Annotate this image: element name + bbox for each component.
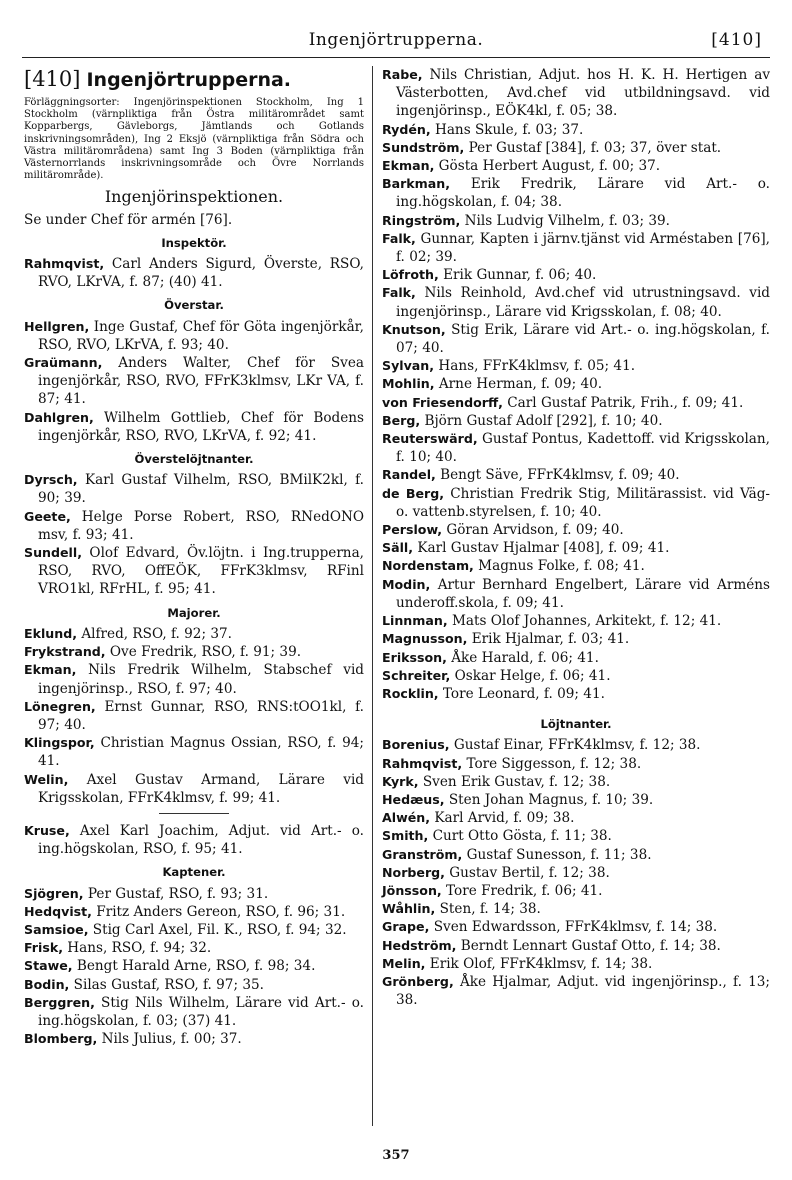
list-lojtnanter [382, 736, 770, 1009]
officer-details: Karl Arvid, f. 09; 38. [430, 810, 575, 827]
roster-entry [382, 521, 770, 539]
roster-entry [24, 354, 364, 409]
officer-details: Inge Gustaf, Chef för Göta ingenjörkår, RSO, RVO, LKrVA, f. 93; 40. [38, 318, 364, 353]
officer-details: Gunnar, Kapten i järnv.tjänst vid Arméstaben [76], f. 02; 39. [396, 230, 770, 266]
officer-name: Barkman, [382, 176, 451, 192]
section-title [24, 66, 364, 93]
officer-details: Hans Skule, f. 03; 37. [430, 121, 584, 138]
roster-entry [382, 284, 770, 320]
officer-name: Grape, [382, 919, 430, 935]
roster-entry [382, 321, 770, 357]
officer-details: Per Gustaf, RSO, f. 93; 31. [83, 885, 269, 902]
roster-entry [382, 882, 770, 900]
officer-name: Randel, [382, 467, 436, 483]
officer-name: Samsioe, [24, 921, 89, 937]
roster-entry [24, 734, 364, 770]
officer-name: Falk, [382, 230, 416, 246]
officer-name: Borenius, [382, 737, 450, 753]
rank-heading-inspektor: Inspektör. [161, 235, 227, 250]
roster-entry [382, 667, 770, 685]
left-column [24, 66, 364, 1048]
list-kaptener-continued [382, 66, 770, 703]
officer-details: Oskar Helge, f. 06; 41. [450, 667, 611, 684]
officer-name: Reuterswärd, [382, 431, 478, 447]
roster-entry [382, 357, 770, 375]
officer-name: Modin, [382, 576, 431, 592]
rank-heading-lojtnanter: Löjtnanter. [540, 717, 612, 732]
header-rule [22, 57, 770, 58]
officer-details: Åke Hjalmar, Adjut. vid ingenjörinsp., f. 13; 38. [396, 973, 770, 1009]
short-divider [159, 813, 229, 814]
officer-name: Granström, [382, 846, 463, 862]
officer-name: Hedström, [382, 937, 457, 953]
officer-details: Gustav Bertil, f. 12; 38. [444, 864, 610, 881]
officer-name: Welin, [24, 771, 69, 787]
officer-name: Ringström, [382, 212, 461, 228]
page-number: 357 [382, 1148, 410, 1163]
officer-name: Stawe, [24, 958, 73, 974]
officer-details: Sten, f. 14; 38. [435, 901, 541, 918]
roster-entry [24, 939, 364, 957]
officer-details: Nils Fredrik Wilhelm, Stabschef vid ingenjörinsp., RSO, f. 97; 40. [38, 662, 364, 697]
section-title-number: [410] [24, 67, 81, 91]
officer-details: Berndt Lennart Gustaf Otto, f. 14; 38. [456, 937, 721, 954]
officer-details: Anders Walter, Chef för Svea ingenjörkår, RSO, RVO, FFrK3klmsv, LKr VA, f. 87; 41. [38, 355, 364, 408]
officer-details: Curt Otto Gösta, f. 11; 38. [428, 828, 612, 845]
officer-details: Erik Hjalmar, f. 03; 41. [467, 631, 630, 648]
officer-details: Nils Julius, f. 00; 37. [97, 1031, 242, 1048]
roster-entry [24, 1030, 364, 1048]
officer-details: Olof Edvard, Öv.löjtn. i Ing.trupperna, RSO, RVO, OffEÖK, FFrK3klmsv, RFinl VRO1kl, RFrHL, f. 95; 41. [38, 545, 364, 598]
officer-name: Wåhlin, [382, 901, 436, 917]
officer-name: Mohlin, [382, 376, 435, 392]
officer-details: Stig Carl Axel, Fil. K., RSO, f. 94; 32. [88, 921, 347, 938]
officer-details: Göran Arvidson, f. 09; 40. [442, 522, 624, 539]
officer-details: Sten Johan Magnus, f. 10; 39. [444, 791, 654, 808]
officer-name: Klingspor, [24, 735, 95, 751]
officer-details: Erik Gunnar, f. 06; 40. [438, 267, 597, 284]
roster-entry [382, 791, 770, 809]
officer-name: Bodin, [24, 976, 70, 992]
officer-details: Christian Magnus Ossian, RSO, f. 94; 41. [38, 735, 364, 770]
column-divider [372, 66, 373, 1126]
officer-details: Gustaf Sunesson, f. 11; 38. [462, 846, 652, 863]
officer-details: Artur Bernhard Engelbert, Lärare vid Arméns underoff.skola, f. 09; 41. [396, 576, 770, 611]
officer-details: Magnus Folke, f. 08; 41. [473, 558, 645, 575]
officer-details: Axel Gustav Armand, Lärare vid Krigsskolan, FFrK4klmsv, f. 99; 41. [38, 771, 364, 806]
officer-name: Blomberg, [24, 1031, 98, 1047]
officer-name: Kruse, [24, 822, 70, 838]
officer-details: Tore Fredrik, f. 06; 41. [441, 882, 603, 899]
officer-details: Erik Olof, FFrK4klmsv, f. 14; 38. [425, 955, 653, 972]
roster-entry [24, 544, 364, 599]
roster-entry [382, 394, 770, 412]
roster-entry [382, 576, 770, 612]
list-overstelojtnanter [24, 471, 364, 598]
officer-details: Erik Fredrik, Lärare vid Art.- o. ing.högskolan, f. 04; 38. [396, 176, 770, 211]
officer-name: Magnusson, [382, 631, 468, 647]
roster-entry [382, 412, 770, 430]
list-kaptener [24, 885, 364, 1049]
roster-entry [382, 937, 770, 955]
roster-entry [382, 557, 770, 575]
officer-name: Nordenstam, [382, 558, 474, 574]
officer-details: Arne Herman, f. 09; 40. [434, 376, 603, 393]
officer-details: Bengt Säve, FFrK4klmsv, f. 09; 40. [435, 467, 680, 484]
officer-name: Sundström, [382, 139, 465, 155]
running-title: Ingenjörtrupperna. [308, 30, 484, 50]
roster-entry [382, 955, 770, 973]
officer-name: Berg, [382, 412, 421, 428]
roster-entry [24, 822, 364, 858]
roster-entry [382, 139, 770, 157]
list-majorer [24, 625, 364, 807]
officer-details: Mats Olof Johannes, Arkitekt, f. 12; 41. [447, 613, 722, 630]
officer-name: Frykstrand, [24, 644, 106, 660]
officer-details: Silas Gustaf, RSO, f. 97; 35. [69, 976, 264, 993]
officer-name: Sylvan, [382, 358, 435, 374]
roster-entry [382, 157, 770, 175]
officer-name: Frisk, [24, 940, 63, 956]
officer-name: Perslow, [382, 522, 443, 538]
officer-name: Rydén, [382, 121, 431, 137]
roster-entry [382, 175, 770, 211]
roster-entry [382, 230, 770, 266]
roster-entry [382, 212, 770, 230]
officer-name: Säll, [382, 540, 413, 556]
officer-name: Falk, [382, 285, 416, 301]
officer-name: Rabe, [382, 67, 423, 82]
officer-details: Åke Harald, f. 06; 41. [446, 649, 599, 666]
roster-entry [382, 630, 770, 648]
officer-details: Gustaf Pontus, Kadettoff. vid Krigsskolan, f. 10; 40. [396, 431, 770, 466]
officer-name: Berggren, [24, 994, 95, 1010]
roster-entry [24, 625, 364, 643]
roster-entry [382, 485, 770, 521]
roster-entry [24, 903, 364, 921]
officer-name: Löfroth, [382, 267, 439, 283]
roster-entry [24, 698, 364, 734]
officer-name: Hedqvist, [24, 903, 92, 919]
officer-details: Helge Porse Robert, RSO, RNedONO msv, f. 93; 41. [38, 508, 364, 543]
officer-details: Per Gustaf [384], f. 03; 37, över stat. [464, 139, 722, 156]
right-column [382, 66, 770, 1009]
officer-name: Sjögren, [24, 885, 84, 901]
officer-details: Hans, RSO, f. 94; 32. [62, 940, 212, 957]
roster-entry [382, 827, 770, 845]
officer-details: Nils Reinhold, Avd.chef vid utrustningsavd. vid ingenjörinsp., Lärare vid Krigsskolan, f. 08; 40. [396, 285, 770, 320]
roster-entry [24, 976, 364, 994]
roster-entry [24, 994, 364, 1030]
officer-details: Axel Karl Joachim, Adjut. vid Art.- o. ing.högskolan, RSO, f. 95; 41. [38, 822, 364, 858]
officer-details: Sven Erik Gustav, f. 12; 38. [418, 773, 611, 790]
roster-entry [382, 773, 770, 791]
roster-entry [382, 864, 770, 882]
officer-details: Fritz Anders Gereon, RSO, f. 96; 31. [91, 903, 346, 920]
officer-details: Christian Fredrik Stig, Militärassist. vid Väg- o. vattenb.styrelsen, f. 10; 40. [396, 485, 770, 520]
roster-entry [24, 661, 364, 697]
officer-name: Grönberg, [382, 973, 454, 989]
roster-entry [24, 885, 364, 903]
officer-name: Dahlgren, [24, 409, 94, 425]
officer-details: Karl Gustav Hjalmar [408], f. 09; 41. [413, 540, 670, 557]
roster-entry [24, 255, 364, 291]
officer-name: Hellgren, [24, 318, 90, 334]
officer-name: Knutson, [382, 321, 446, 337]
roster-entry [24, 957, 364, 975]
see-reference: Se under Chef för armén [76]. [24, 211, 233, 228]
subsection-heading: Ingenjörinspektionen. [104, 187, 284, 207]
roster-entry [382, 66, 770, 121]
roster-entry [24, 643, 364, 661]
list-inspektor [24, 255, 364, 291]
officer-name: Lönegren, [24, 698, 96, 714]
officer-details: Björn Gustaf Adolf [292], f. 10; 40. [420, 412, 663, 429]
rank-heading-kaptener: Kaptener. [162, 865, 226, 880]
running-header [0, 30, 792, 60]
officer-details: Carl Gustaf Patrik, Frih., f. 09; 41. [502, 394, 744, 411]
roster-entry [382, 973, 770, 1009]
roster-entry [24, 318, 364, 354]
officer-details: Nils Christian, Adjut. hos H. K. H. Hertigen av Västerbotten, Avd.chef vid utbildningsavd. vid ingenjörinsp., EÖK4kl, f. 05; 38. [396, 67, 770, 120]
rank-heading-overstar: Överstar. [164, 298, 224, 313]
officer-name: Melin, [382, 955, 426, 971]
roster-entry [382, 430, 770, 466]
roster-entry [382, 649, 770, 667]
rank-heading-majorer: Majorer. [167, 605, 221, 620]
roster-entry [382, 736, 770, 754]
list-majorer-after [24, 822, 364, 858]
roster-entry [382, 375, 770, 393]
roster-entry [382, 900, 770, 918]
officer-name: Kyrk, [382, 773, 419, 789]
page-section-number: [410] [711, 30, 762, 50]
officer-details: Bengt Harald Arne, RSO, f. 98; 34. [72, 958, 316, 975]
officer-details: Stig Nils Wilhelm, Lärare vid Art.- o. ing.högskolan, f. 03; (37) 41. [38, 994, 364, 1029]
officer-name: von Friesendorff, [382, 394, 503, 410]
roster-entry [382, 539, 770, 557]
officer-name: de Berg, [382, 485, 445, 501]
officer-details: Hans, FFrK4klmsv, f. 05; 41. [434, 358, 636, 375]
officer-name: Ekman, [24, 662, 77, 678]
garrison-note: Förläggningsorter: Ingenjörinspektionen Stockholm, Ing 1 Stockholm (värnpliktiga från Östra militärområdet samt Kopparbergs, Gävleborgs, Jämtlands och Gotlands inskrivningsområden), Ing 2 Eksjö (värnpliktiga från Södra och Västra militärområdena) samt Ing 3 Boden (värnpliktiga från Västernorrlands inskrivningsområde och Övre Norrlands militärområde). [24, 97, 364, 182]
officer-details: Ove Fredrik, RSO, f. 91; 39. [105, 644, 302, 661]
list-overstar [24, 318, 364, 445]
officer-name: Rocklin, [382, 685, 439, 701]
officer-details: Alfred, RSO, f. 92; 37. [77, 625, 232, 642]
officer-details: Gustaf Einar, FFrK4klmsv, f. 12; 38. [449, 737, 701, 754]
roster-entry [382, 612, 770, 630]
officer-details: Sven Edwardsson, FFrK4klmsv, f. 14; 38. [429, 919, 718, 936]
officer-name: Alwén, [382, 810, 430, 826]
roster-entry [24, 409, 364, 445]
rank-heading-overstelojtnanter: Överstelöjtnanter. [134, 452, 254, 467]
officer-name: Sundell, [24, 545, 82, 561]
officer-details: Carl Anders Sigurd, Överste, RSO, RVO, LKrVA, f. 87; (40) 41. [38, 256, 364, 291]
roster-entry [382, 918, 770, 936]
officer-name: Geete, [24, 508, 71, 524]
roster-entry [24, 508, 364, 544]
officer-name: Norberg, [382, 864, 445, 880]
section-title-text: Ingenjörtrupperna. [86, 69, 292, 91]
officer-name: Linnman, [382, 613, 448, 629]
officer-name: Rahmqvist, [382, 755, 463, 771]
officer-name: Jönsson, [382, 882, 442, 898]
roster-entry [382, 809, 770, 827]
officer-details: Stig Erik, Lärare vid Art.- o. ing.högskolan, f. 07; 40. [396, 321, 770, 357]
roster-entry [382, 466, 770, 484]
roster-entry [382, 846, 770, 864]
officer-details: Nils Ludvig Vilhelm, f. 03; 39. [460, 212, 670, 229]
roster-entry [24, 471, 364, 507]
roster-entry [382, 685, 770, 703]
officer-details: Ernst Gunnar, RSO, RNS:tOO1kl, f. 97; 40. [38, 698, 364, 733]
officer-name: Eklund, [24, 625, 78, 641]
officer-name: Rahmqvist, [24, 256, 105, 272]
officer-details: Tore Siggesson, f. 12; 38. [462, 755, 642, 772]
officer-name: Hedæus, [382, 791, 445, 807]
officer-name: Ekman, [382, 158, 435, 174]
officer-name: Eriksson, [382, 649, 447, 665]
officer-details: Gösta Herbert August, f. 00; 37. [434, 158, 661, 175]
roster-entry [24, 921, 364, 939]
officer-name: Graümann, [24, 355, 103, 371]
officer-details: Tore Leonard, f. 09; 41. [438, 685, 605, 702]
roster-entry [382, 121, 770, 139]
roster-entry [382, 266, 770, 284]
officer-name: Dyrsch, [24, 472, 78, 488]
officer-name: Smith, [382, 828, 429, 844]
officer-details: Karl Gustaf Vilhelm, RSO, BMilK2kl, f. 90; 39. [38, 472, 364, 507]
roster-entry [382, 755, 770, 773]
officer-details: Wilhelm Gottlieb, Chef för Bodens ingenjörkår, RSO, RVO, LKrVA, f. 92; 41. [38, 409, 364, 444]
officer-name: Schreiter, [382, 667, 451, 683]
roster-entry [24, 771, 364, 807]
